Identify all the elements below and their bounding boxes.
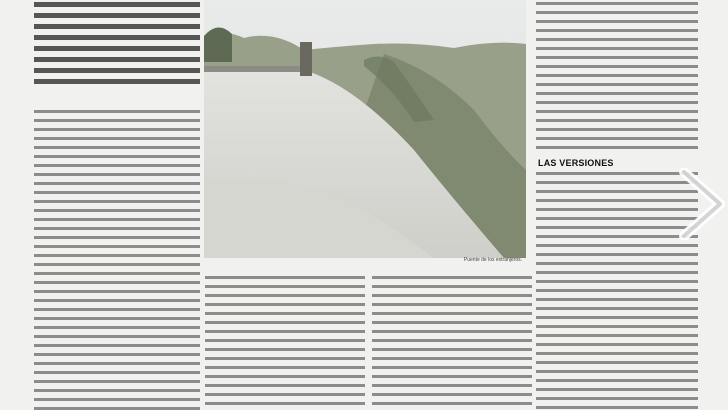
- body-text: [34, 110, 200, 410]
- body-text: [536, 2, 698, 152]
- middle-column: [205, 276, 365, 410]
- section-heading: LAS VERSIONES: [538, 158, 614, 168]
- photo-caption: Puente de los extranjeros.: [463, 257, 522, 263]
- lead-paragraph: [34, 2, 200, 90]
- body-text: [372, 276, 532, 410]
- bridge-photo: [204, 0, 526, 258]
- center-column: [372, 276, 532, 410]
- left-column: [34, 0, 200, 410]
- body-text: [205, 276, 365, 410]
- article-photo: [204, 0, 526, 258]
- next-page-button[interactable]: [672, 168, 728, 240]
- chevron-right-icon: [672, 168, 728, 240]
